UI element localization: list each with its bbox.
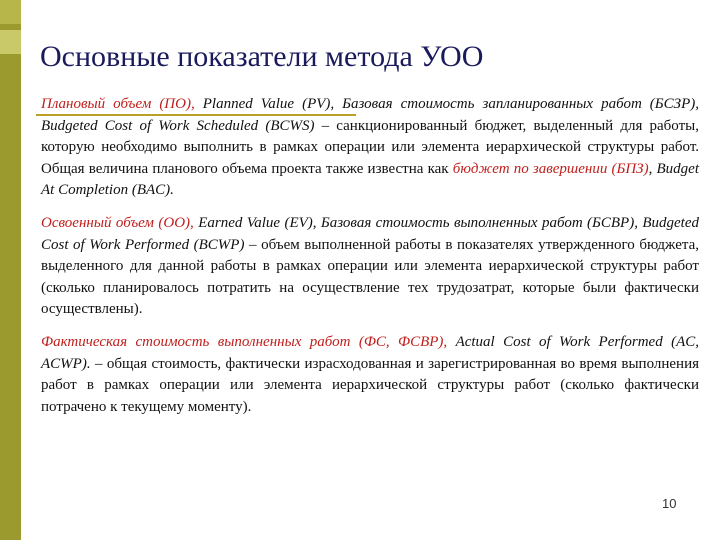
definition-text: – санкционированный бюджет, выделенный для работы, которую необходимо выполнить в рамках операции или элемента иерархической структуры работ. Общая величина планового объема проекта также известна как bbox=[41, 117, 699, 177]
term-earned-value: Освоенный объем (ОО), bbox=[41, 214, 194, 231]
paragraph-planned-value bbox=[41, 94, 699, 202]
slide-title: Основные показатели метода УОО bbox=[40, 40, 484, 73]
page-number: 10 bbox=[662, 496, 677, 511]
english-term: Actual Cost of Work Performed (AC, ACWP). bbox=[41, 333, 700, 372]
english-term: Earned Value (EV), Базовая стоимость выполненных работ (БСВР), Budgeted Cost of Work Performed (BCWP) bbox=[41, 214, 699, 253]
english-term: , Budget At Completion (BAC). bbox=[41, 160, 700, 199]
definition-text: – общая стоимость, фактически израсходованная и зарегистрированная во время выполнения работ в рамках операции или элемента иерархической структуры работ (сколько фактически потрачено к текущему моменту). bbox=[41, 355, 699, 415]
decorative-sidebar bbox=[0, 0, 21, 540]
term-budget-at-completion: бюджет по завершении (БПЗ) bbox=[452, 160, 649, 177]
sidebar-block bbox=[0, 30, 21, 54]
slide-body bbox=[41, 94, 699, 429]
sidebar-block bbox=[0, 0, 21, 24]
definition-text: – объем выполненной работы в показателях утвержденного бюджета, выделенного для данной работы в рамках операции или элемента иерархической структуры работ (сколько планировалось потратить на осуществление тех трудозатрат, которые были фактически осуществлены). bbox=[41, 236, 699, 318]
paragraph-earned-value bbox=[41, 213, 699, 321]
paragraph-actual-cost bbox=[41, 332, 699, 418]
english-term: Planned Value (PV), Базовая стоимость запланированных работ (БСЗР), Budgeted Cost of Work Scheduled (BCWS) bbox=[41, 96, 699, 134]
term-actual-cost: Фактическая стоимость выполненных работ (ФС, ФСВР), bbox=[41, 333, 448, 350]
term-planned-value: Плановый объем (ПО), bbox=[41, 96, 195, 112]
